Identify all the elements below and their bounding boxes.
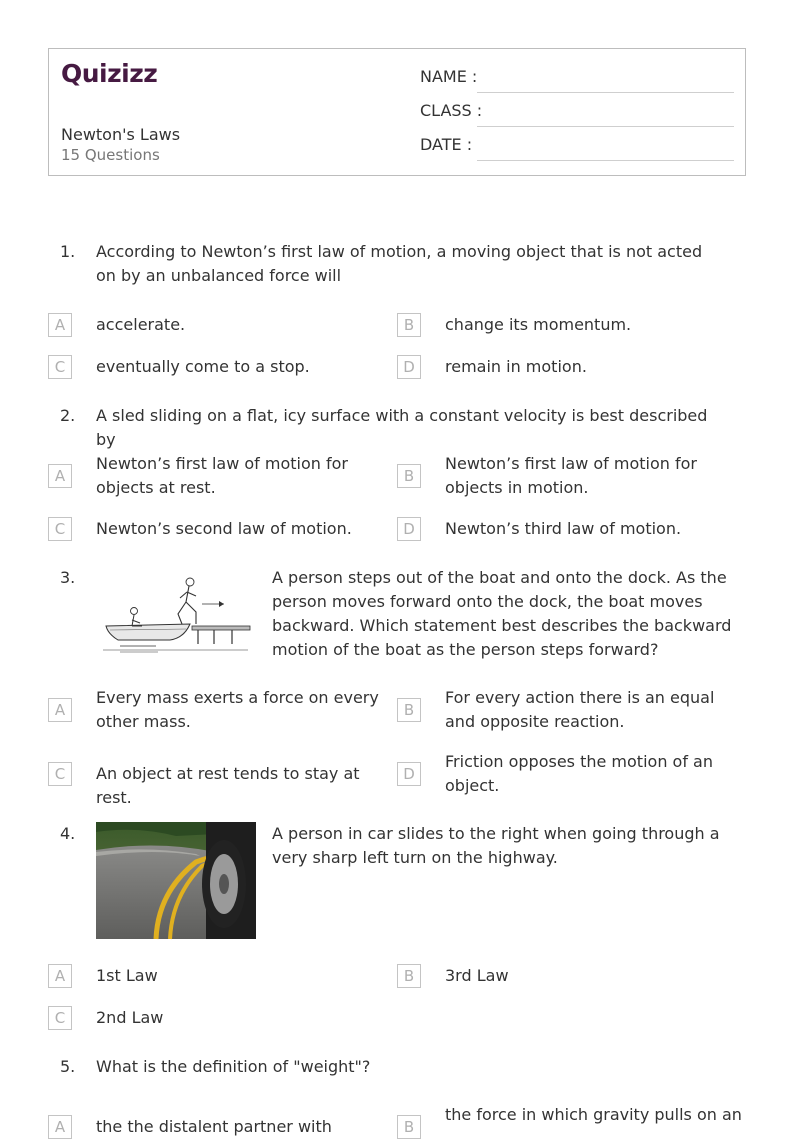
option-text: Newton’s second law of motion. (96, 519, 352, 538)
class-label: CLASS : (420, 101, 483, 120)
option-letter-box[interactable]: D (397, 355, 421, 379)
option-text: 1st Law (96, 966, 158, 985)
worksheet-title: Newton's Laws (61, 125, 181, 144)
date-line (477, 160, 734, 161)
option-letter-box[interactable]: A (48, 313, 72, 337)
quizizz-logo: Quizizz (61, 59, 158, 88)
question-number: 5. (60, 1057, 76, 1076)
option-text: accelerate. (96, 315, 186, 334)
option-text: Newton’s first law of motion for objects in motion. (445, 454, 697, 497)
option-letter-box[interactable]: B (397, 964, 421, 988)
question-text: A person in car slides to the right when going through a very sharp left turn on the highway. (272, 824, 720, 867)
boat-dock-illustration (98, 568, 256, 660)
option-letter-box[interactable]: B (397, 698, 421, 722)
question-text: A sled sliding on a flat, icy surface with a constant velocity is best described by (96, 406, 708, 449)
option-text: the the distalent partner with (96, 1117, 332, 1136)
road-curve-photo (96, 822, 256, 939)
option-text: Newton’s first law of motion for objects at rest. (96, 454, 348, 497)
question-number: 4. (60, 824, 76, 843)
option-text: Friction opposes the motion of an object. (445, 752, 713, 795)
option-letter-box[interactable]: C (48, 355, 72, 379)
question-number: 2. (60, 406, 76, 425)
option-letter-box[interactable]: A (48, 464, 72, 488)
name-label: NAME : (420, 67, 478, 86)
option-text: Every mass exerts a force on every other mass. (96, 688, 379, 731)
option-text: eventually come to a stop. (96, 357, 310, 376)
worksheet-header (48, 48, 746, 176)
option-text: For every action there is an equal and opposite reaction. (445, 688, 715, 731)
option-text: 2nd Law (96, 1008, 164, 1027)
option-text: Newton’s third law of motion. (445, 519, 682, 538)
question-text: According to Newton’s first law of motion, a moving object that is not acted on by an unbalanced force will (96, 242, 703, 285)
option-letter-box[interactable]: A (48, 964, 72, 988)
class-line (477, 126, 734, 127)
option-letter-box[interactable]: C (48, 762, 72, 786)
option-letter-box[interactable]: C (48, 1006, 72, 1030)
question-text: What is the definition of "weight"? (96, 1057, 371, 1076)
option-letter-box[interactable]: D (397, 517, 421, 541)
option-letter-box[interactable]: B (397, 464, 421, 488)
option-letter-box[interactable]: A (48, 698, 72, 722)
name-field[interactable] (420, 67, 734, 93)
option-letter-box[interactable]: B (397, 1115, 421, 1139)
option-text: change its momentum. (445, 315, 632, 334)
question-text: A person steps out of the boat and onto the dock. As the person moves forward onto the dock, the boat moves backward. Which statement best describes the backward motion of the boat as the person steps forward? (272, 568, 732, 659)
question-number: 1. (60, 242, 76, 261)
date-label: DATE : (420, 135, 473, 154)
option-text: An object at rest tends to stay at rest. (96, 764, 360, 807)
option-letter-box[interactable]: C (48, 517, 72, 541)
question-count: 15 Questions (61, 146, 160, 164)
date-field[interactable] (420, 135, 734, 161)
option-text: the force in which gravity pulls on an (445, 1105, 742, 1124)
class-field[interactable] (420, 101, 734, 127)
option-letter-box[interactable]: D (397, 762, 421, 786)
option-text: remain in motion. (445, 357, 587, 376)
option-text: 3rd Law (445, 966, 509, 985)
option-letter-box[interactable]: B (397, 313, 421, 337)
question-number: 3. (60, 568, 76, 587)
option-letter-box[interactable]: A (48, 1115, 72, 1139)
name-line (477, 92, 734, 93)
